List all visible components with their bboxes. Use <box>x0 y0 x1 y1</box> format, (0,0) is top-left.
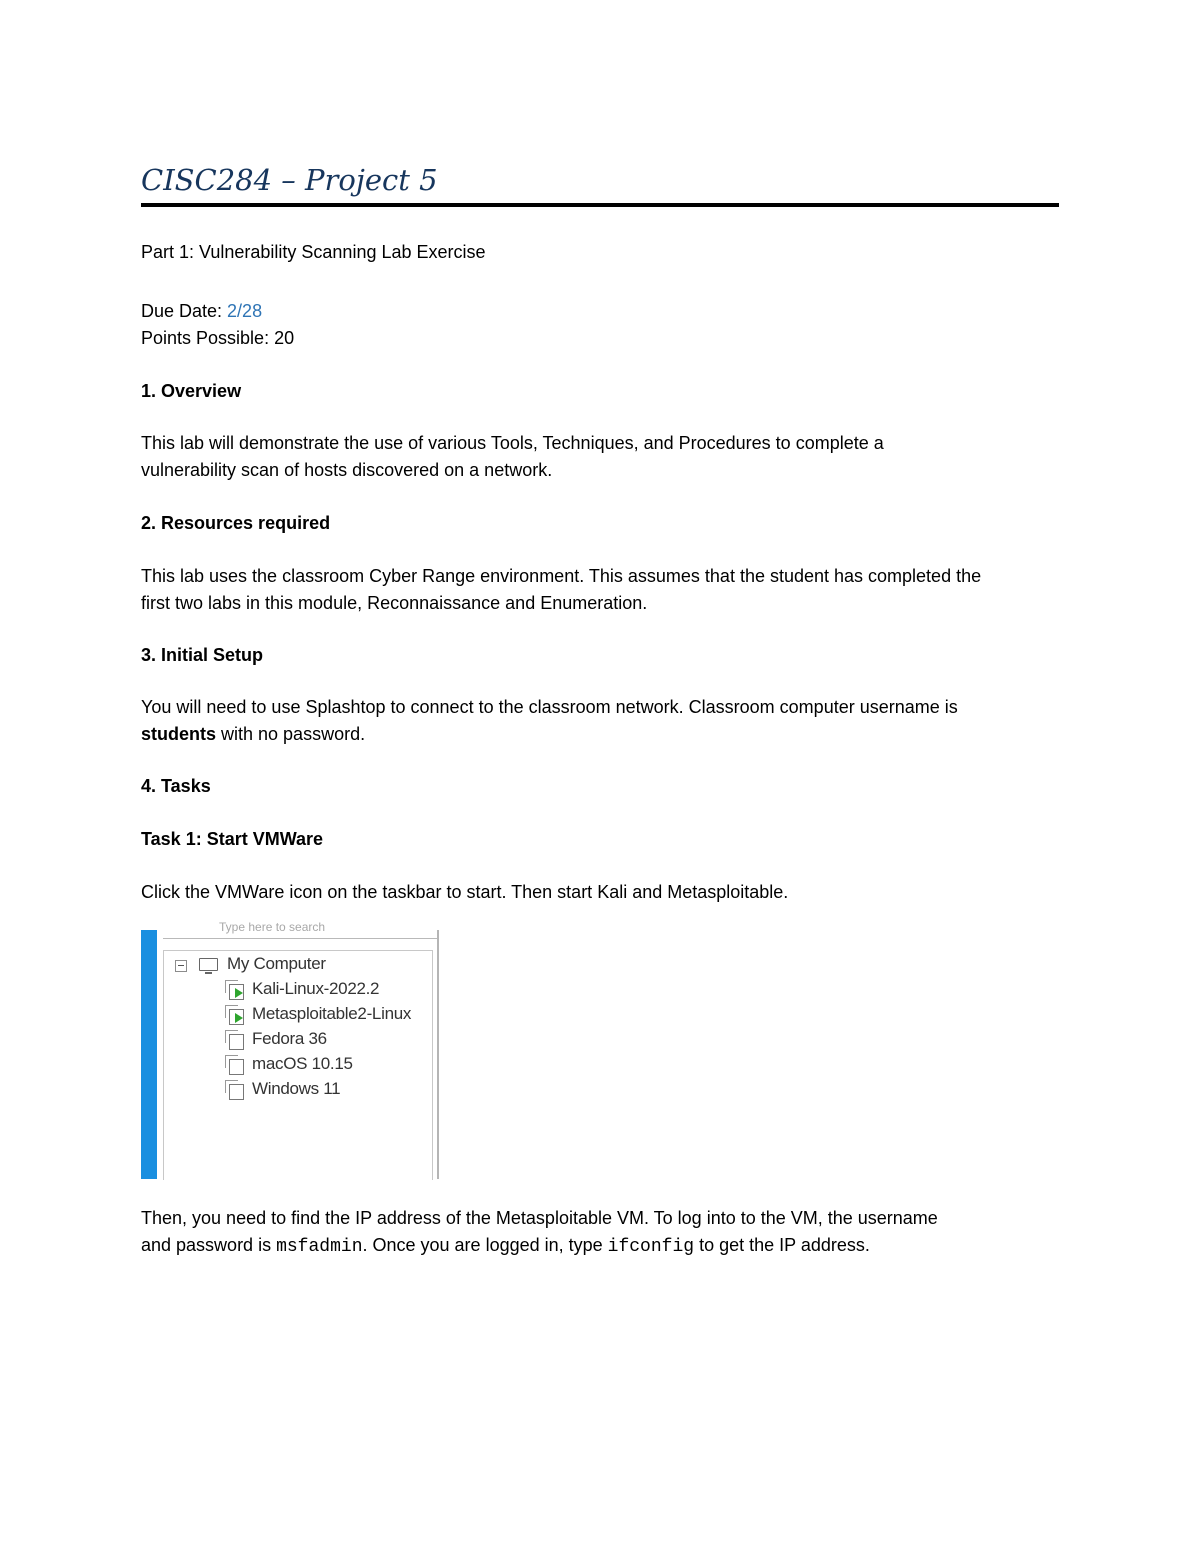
after-text-line-1: Then, you need to find the IP address of the Metasploitable VM. To log into to the VM, the username <box>141 1208 938 1228</box>
vmware-search-box <box>163 920 437 939</box>
vm-icon <box>229 1084 244 1100</box>
vm-item-metasploitable: Metasploitable2-Linux <box>252 1004 412 1023</box>
vm-icon <box>229 1059 244 1075</box>
setup-text-rest: with no password. <box>216 724 366 744</box>
setup-text-line-2 <box>141 721 365 748</box>
vm-icon <box>229 1034 244 1050</box>
due-date-value: 2/28 <box>227 301 263 321</box>
vm-item-kali: Kali-Linux-2022.2 <box>252 979 380 998</box>
vm-item-fedora: Fedora 36 <box>252 1029 327 1048</box>
title-underline-rule <box>141 203 1059 207</box>
resources-text-line-1: This lab uses the classroom Cyber Range environment. This assumes that the student has completed the <box>141 566 982 586</box>
due-date-label: Due Date: <box>141 301 228 321</box>
tree-root-my-computer: My Computer <box>227 954 326 973</box>
vm-item-windows: Windows 11 <box>252 1079 341 1098</box>
part-heading: Part 1: Vulnerability Scanning Lab Exercise <box>141 242 486 262</box>
vm-running-icon <box>229 1009 244 1025</box>
points-possible: Points Possible: 20 <box>141 328 295 348</box>
after-text-a: and password is <box>141 1235 277 1255</box>
document-title: CISC284 – Project 5 <box>141 163 438 197</box>
after-text-b: . Once you are logged in, type <box>362 1235 608 1255</box>
overview-text-line-1: This lab will demonstrate the use of various Tools, Techniques, and Procedures to complete a <box>141 433 884 453</box>
setup-username: students <box>141 724 217 744</box>
vmware-panel-border <box>437 930 439 1179</box>
task1-heading: Task 1: Start VMWare <box>141 829 324 849</box>
vm-item-macos: macOS 10.15 <box>252 1054 353 1073</box>
after-text-c: to get the IP address. <box>694 1235 870 1255</box>
task1-text: Click the VMWare icon on the taskbar to start. Then start Kali and Metasploitable. <box>141 882 789 902</box>
section-heading-overview: 1. Overview <box>141 381 242 401</box>
vmware-search-placeholder: Type here to search <box>219 920 326 934</box>
code-ifconfig: ifconfig <box>607 1237 695 1257</box>
vmware-accent-bar <box>141 930 157 1179</box>
section-heading-setup: 3. Initial Setup <box>141 645 264 665</box>
resources-text-line-2: first two labs in this module, Reconnaissance and Enumeration. <box>141 593 648 613</box>
setup-text-line-1: You will need to use Splashtop to connect to the classroom network. Classroom computer username is <box>141 697 958 717</box>
due-date-line <box>141 298 262 325</box>
computer-icon <box>199 958 218 971</box>
vmware-library-screenshot <box>141 920 441 1179</box>
play-icon <box>235 1013 243 1023</box>
section-heading-resources: 2. Resources required <box>141 513 331 533</box>
code-msfadmin: msfadmin <box>276 1237 363 1257</box>
play-icon <box>235 988 243 998</box>
collapse-icon <box>175 960 187 972</box>
after-text-line-2 <box>141 1232 870 1261</box>
vm-running-icon <box>229 984 244 1000</box>
overview-text-line-2: vulnerability scan of hosts discovered on a network. <box>141 460 553 480</box>
section-heading-tasks: 4. Tasks <box>141 776 211 796</box>
